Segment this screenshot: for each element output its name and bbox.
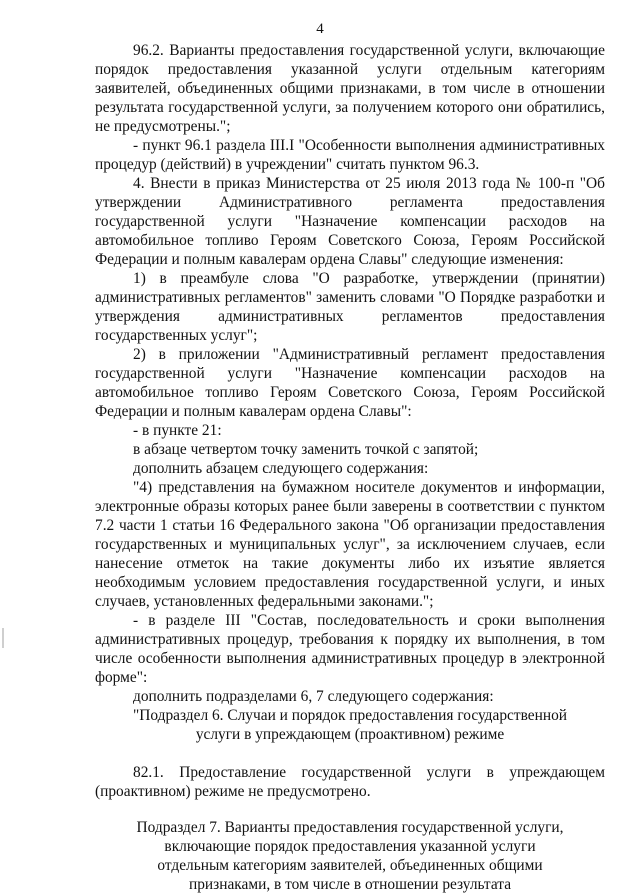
paragraph-item-21: - в пункте 21:: [133, 422, 222, 439]
paragraph-replace-dot: в абзаце четвертом точку заменить точкой с запятой;: [133, 441, 479, 458]
paragraph-subpoint-2: 2) в приложении "Административный регламент предоставления государственной услуги "Назначение компенсации расходов на автомобильное топливо Героям Советского Союза, Героям Российской Федерации и полным кавалерам ордена Славы":: [95, 346, 605, 420]
paragraph-section-3: - в разделе III "Состав, последовательность и сроки выполнения административных процедур, требования к порядку их выполнения, в том числе особенности выполнения административных процедур в электронной форме":: [95, 612, 605, 686]
scan-edge-mark: [2, 628, 4, 648]
paragraph-82-1: 82.1. Предоставление государственной услуги в упреждающем (проактивном) режиме не предусмотрено.: [95, 764, 605, 800]
subsection-6-heading: "Подраздел 6. Случаи и порядок предоставления государственной услуги в упреждающем (проактивном) режиме: [132, 707, 568, 743]
paragraph-subpoint-1: 1) в преамбуле слова "О разработке, утверждении (принятии) административных регламентов" заменить словами "О Порядке разработки и утверждения административных регламентов предоставления государственных услуг";: [95, 270, 605, 344]
paragraph-96-2: 96.2. Варианты предоставления государственной услуги, включающие порядок предоставления указанной услуги отдельным категориям заявителей, объединенных общими признаками, в том числе в отношении результата государственной услуги, за получением которого они обратились, не предусмотрены.";: [95, 42, 605, 135]
paragraph-item-96-1: - пункт 96.1 раздела III.I "Особенности выполнения административных процедур (действий) в учреждении" считать пунктом 96.3.: [95, 137, 605, 173]
document-body: [95, 41, 605, 894]
paragraph-quote-4: "4) представления на бумажном носителе документов и информации, электронные образы которых ранее были заверены в соответствии с пунктом 7.2 части 1 статьи 16 Федерального закона "Об организации предоставления государственных и муниципальных услуг", за исключением случаев, если нанесение отметок на такие документы либо их изъятие является необходимым условием предоставления государственной услуги, и иных случаев, установленных федеральными законами.";: [95, 479, 605, 610]
paragraph-add-subsections: дополнить подразделами 6, 7 следующего содержания:: [133, 688, 494, 705]
subsection-7-heading: Подраздел 7. Варианты предоставления государственной услуги, включающие порядок предоставления указанной услуги отдельным категориям заявителей, объединенных общими признаками, в том числе в отношении результата: [136, 819, 564, 893]
paragraph-add-abzac: дополнить абзацем следующего содержания:: [133, 460, 429, 477]
page-number: 4: [316, 21, 324, 37]
paragraph-point-4: 4. Внести в приказ Министерства от 25 июля 2013 года № 100-п "Об утверждении Административного регламента предоставления государственной услуги "Назначение компенсации расходов на автомобильное топливо Героям Советского Союза, Героям Российской Федерации и полным кавалерам ордена Славы" следующие изменения:: [95, 175, 605, 268]
spacer: [95, 744, 605, 763]
spacer: [95, 801, 605, 818]
